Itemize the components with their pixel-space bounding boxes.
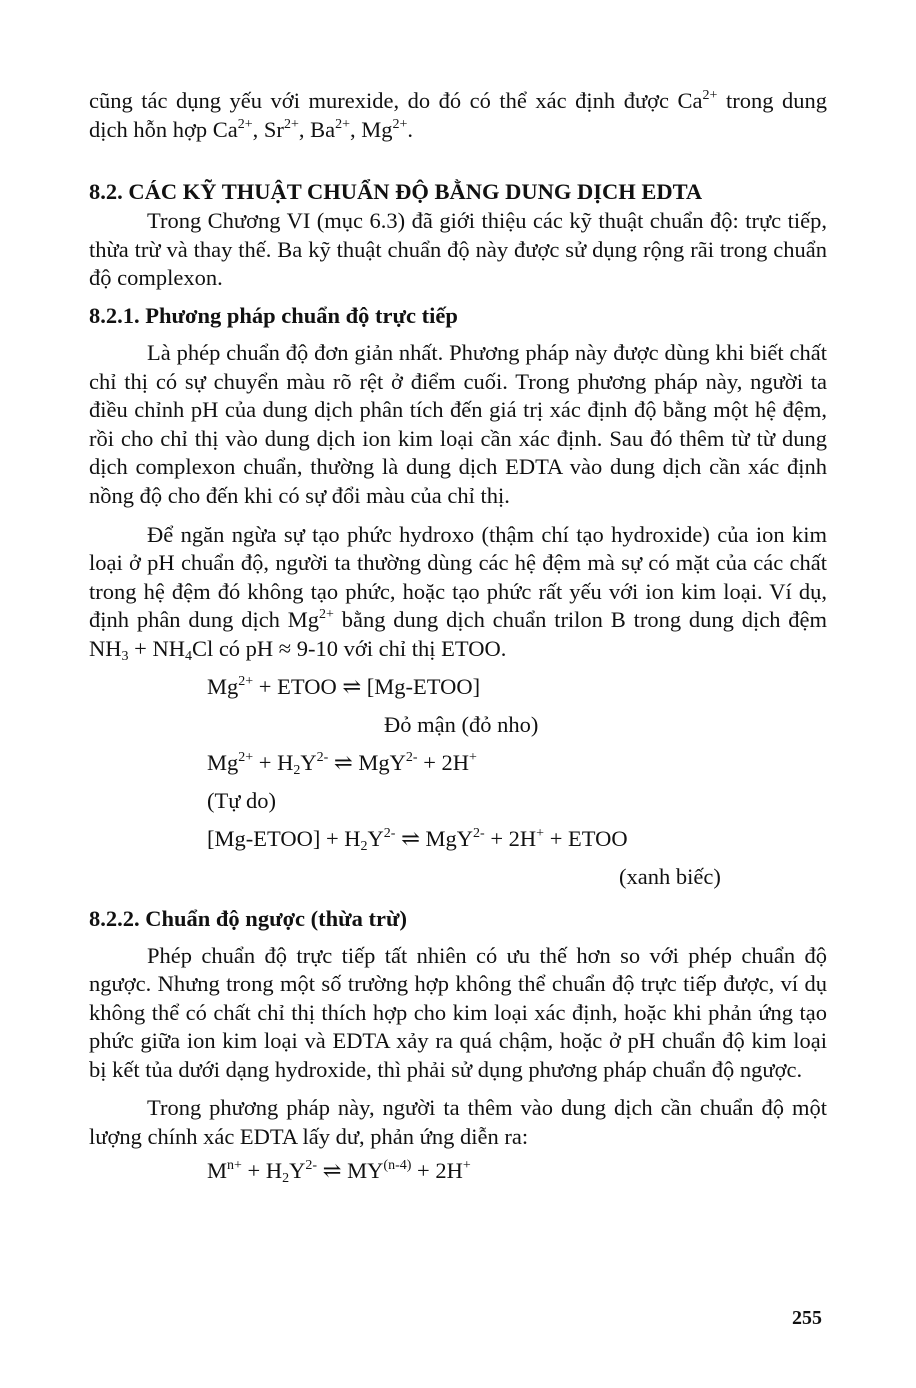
equation-term: M bbox=[207, 1157, 228, 1183]
ion-charge: 2+ bbox=[238, 749, 254, 765]
formula-subscript: 3 bbox=[121, 648, 129, 664]
intro-text: , Sr bbox=[252, 116, 284, 142]
equation-term: + H bbox=[241, 1157, 283, 1183]
ion-charge: + bbox=[462, 1157, 471, 1173]
paragraph-text: + NH bbox=[128, 635, 185, 661]
equation-term: + 2H bbox=[417, 749, 470, 775]
paragraph-text: bằng dung dịch chuẩn trilon B trong dung dịch đệm NH bbox=[89, 607, 827, 661]
ion-charge: 2+ bbox=[702, 88, 718, 103]
formula-subscript: 2 bbox=[282, 1170, 290, 1186]
direct-paragraph-1: Là phép chuẩn độ đơn giản nhất. Phương pháp này được dùng khi biết chất chỉ thị có sự chuyển màu rõ rệt ở điểm cuối. Trong phương pháp này, người ta điều chỉnh pH của dung dịch phân tích đến giá trị xác định độ bằng một hệ đệm, rồi cho chỉ thị vào dung dịch ion kim loại cần xác định. Sau đó thêm từ từ dung dịch complexon chuẩn, thường là dung dịch EDTA vào dung dịch cần xác định nồng độ cho đến khi có sự đổi màu của chỉ thị. bbox=[89, 339, 827, 508]
ion-charge: 2- bbox=[405, 749, 418, 765]
ion-charge: n+ bbox=[227, 1157, 242, 1173]
ion-charge: 2- bbox=[383, 825, 396, 841]
back-titration-paragraph-2: Trong phương pháp này, người ta thêm vào dung dịch cần chuẩn độ một lượng chính xác EDTA lấy dư, phản ứng diễn ra: bbox=[89, 1095, 827, 1150]
ion-charge: 2+ bbox=[335, 116, 350, 132]
equation-term: + 2H bbox=[411, 1157, 463, 1183]
intro-text: . bbox=[407, 116, 414, 142]
equation-3-color-note: (xanh biếc) bbox=[619, 863, 721, 889]
page-number: 255 bbox=[792, 1307, 822, 1329]
intro-text: dung dịch hỗn hợp Ca bbox=[89, 88, 828, 142]
back-titration-paragraph-1: Phép chuẩn độ trực tiếp tất nhiên có ưu thế hơn so với phép chuẩn độ ngược. Nhưng trong một số trường hợp không thể chuẩn độ trực tiếp được, ví dụ không thể có chất chỉ thị thích hợp cho kim loại xác định, hoặc khi phản ứng tạo phức giữa ion kim loại và EDTA xảy ra quá chậm, hoặc ở pH chuẩn độ kim loại bị kết tủa dưới dạng hydroxide, thì phải sử dụng phương pháp chuẩn độ ngược. bbox=[89, 942, 827, 1082]
ion-charge: (n-4) bbox=[383, 1157, 412, 1173]
equation-term: Mg bbox=[207, 673, 239, 699]
equation-term: Mg bbox=[207, 749, 239, 775]
equation-2-note: (Tự do) bbox=[207, 787, 277, 813]
paragraph-text: Cl có pH ≈ 9-10 với chỉ thị ETOO. bbox=[191, 635, 507, 661]
ion-charge: 2- bbox=[316, 749, 329, 765]
ion-charge: 2+ bbox=[392, 116, 408, 132]
equation-1 bbox=[207, 668, 827, 706]
formula-subscript: 2 bbox=[293, 762, 301, 778]
subsection-heading-direct: 8.2.1. Phương pháp chuẩn độ trực tiếp bbox=[89, 302, 458, 328]
ion-charge: 2+ bbox=[319, 607, 334, 623]
ion-charge: + bbox=[469, 749, 477, 765]
formula-subscript: 2 bbox=[360, 838, 368, 854]
equation-3 bbox=[207, 820, 827, 858]
intro-text: cũng tác dụng yếu với murexide, do đó có thể xác định được Ca bbox=[89, 88, 703, 113]
equation-2 bbox=[207, 744, 827, 782]
equation-term: Y bbox=[367, 825, 384, 851]
equation-term: [Mg-ETOO] + H bbox=[207, 825, 361, 851]
equation-term: ⇌ MgY bbox=[328, 749, 406, 775]
page-content bbox=[89, 87, 827, 1190]
ion-charge: 2+ bbox=[283, 116, 299, 132]
equation-term: ⇌ MY bbox=[317, 1157, 384, 1183]
equation-term: Y bbox=[300, 749, 317, 775]
equation-4 bbox=[207, 1152, 827, 1190]
ion-charge: 2- bbox=[305, 1157, 318, 1173]
intro-text: trong bbox=[717, 88, 774, 113]
section-heading: 8.2. CÁC KỸ THUẬT CHUẨN ĐỘ BẰNG DUNG DỊCH EDTA bbox=[89, 179, 703, 205]
subsection-heading-back-titration: 8.2.2. Chuẩn độ ngược (thừa trừ) bbox=[89, 905, 407, 931]
ion-charge: 2+ bbox=[238, 673, 254, 689]
intro-text: , Mg bbox=[350, 116, 393, 142]
section-paragraph: Trong Chương VI (mục 6.3) đã giới thiệu các kỹ thuật chuẩn độ: trực tiếp, thừa trừ và thay thế. Ba kỹ thuật chuẩn độ này được sử dụng rộng rãi trong chuẩn độ complexon. bbox=[89, 208, 827, 291]
intro-paragraph bbox=[89, 87, 827, 144]
ion-charge: 2+ bbox=[237, 116, 253, 132]
ion-charge: 2- bbox=[473, 825, 485, 841]
equation-term: + ETOO ⇌ [Mg-ETOO] bbox=[253, 673, 481, 699]
equation-term: + ETOO bbox=[544, 825, 628, 851]
formula-subscript: 4 bbox=[184, 648, 192, 664]
paragraph-text: Để ngăn ngừa sự tạo phức hydroxo (thậm chí tạo hydroxide) của ion kim loại ở pH chuẩn độ, người ta thường dùng các hệ đệm mà sự có mặt của các chất trong hệ đệm đó không tạo phức, hoặc tạo phức rất yếu với ion kim loại. Ví dụ, định phân dung dịch Mg bbox=[89, 521, 827, 633]
equation-term: ⇌ MgY bbox=[395, 825, 474, 851]
intro-text: , Ba bbox=[298, 116, 336, 142]
equation-term: + 2H bbox=[484, 825, 537, 851]
ion-charge: + bbox=[536, 825, 545, 841]
equation-term: Y bbox=[289, 1157, 306, 1183]
equation-term: + H bbox=[253, 749, 294, 775]
direct-paragraph-2 bbox=[89, 521, 827, 664]
equation-1-color-note: Đỏ mận (đỏ nho) bbox=[384, 711, 539, 737]
